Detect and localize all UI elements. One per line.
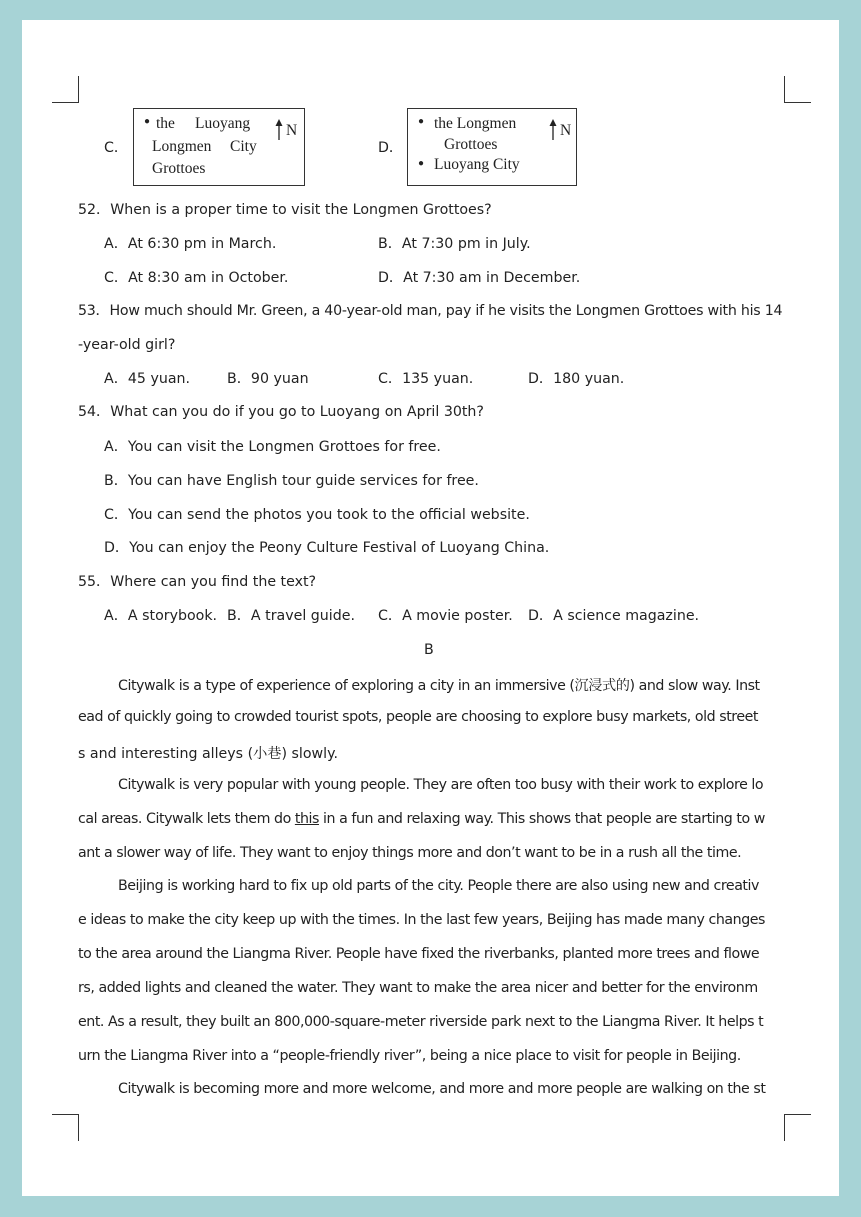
option-d-letter: D． [378,140,404,156]
passage-line: ead of quickly going to crowded tourist spots, people are choosing to explore busy markets, old street [78,709,759,725]
map-option-d [407,108,577,186]
q55-option-d: D．A science magazine. [528,608,700,624]
map-option-c [133,108,305,186]
north-arrow-icon [274,119,284,141]
question-54-stem: 54．What can you do if you go to Luoyang on April 30th? [78,404,484,420]
q54-option-b: B．You can have English tour guide services for free. [104,473,479,489]
map-c-text: the [156,115,175,132]
map-c-text: City [230,138,257,155]
luoyang-dot-icon: ● [418,158,425,169]
passage-line: ent. As a result, they built an 800,000-square-meter riverside park next to the Liangma River. It helps t [78,1014,764,1030]
crop-mark-bottom-left [52,1114,79,1141]
map-c-text: Longmen [152,138,212,155]
q53-option-a: A．45 yuan. [104,371,191,387]
grottoes-dot-icon: ● [418,116,425,127]
section-heading: B [424,642,434,658]
q55-option-b: B．A travel guide. [227,608,355,624]
north-label: N [286,122,298,139]
q53-option-b: B．90 yuan [227,371,309,387]
map-c-text: Grottoes [152,160,206,177]
crop-mark-bottom-right [784,1114,811,1141]
passage-line: Citywalk is very popular with young people. They are often too busy with their work to explore lo [118,777,764,793]
q55-option-a: A．A storybook. [104,608,218,624]
question-55-stem: 55．Where can you find the text? [78,574,317,590]
question-53-stem-cont: -year-old girl? [78,337,176,353]
option-c-letter: C． [104,140,129,156]
map-d-text: Luoyang City [434,156,520,173]
passage-line: Citywalk is becoming more and more welcome, and more and more people are walking on the st [118,1081,766,1097]
north-label: N [560,122,572,139]
passage-line [78,811,765,827]
q54-option-d: D．You can enjoy the Peony Culture Festival of Luoyang China. [104,540,550,556]
passage-line: urn the Liangma River into a “people-friendly river”, being a nice place to visit for people in Beijing. [78,1048,741,1064]
north-arrow-icon [548,119,558,141]
q53-option-d: D．180 yuan. [528,371,625,387]
question-53-stem: 53．How much should Mr. Green, a 40-year-old man, pay if he visits the Longmen Grottoes with his 14 [78,303,783,319]
q53-option-c: C．135 yuan. [378,371,474,387]
passage-line: Beijing is working hard to fix up old parts of the city. People there are also using new and creativ [118,878,759,894]
map-c-text: Luoyang [195,115,251,132]
passage-line: ant a slower way of life. They want to enjoy things more and don’t want to be in a rush all the time. [78,845,742,861]
passage-line: to the area around the Liangma River. People have fixed the riverbanks, planted more trees and flowe [78,946,760,962]
q54-option-c: C．You can send the photos you took to the official website. [104,507,530,523]
map-d-text: Grottoes [444,136,498,153]
passage-line: s and interesting alleys (小巷) slowly. [78,746,338,762]
q54-option-a: A．You can visit the Longmen Grottoes for free. [104,439,441,455]
question-52-stem: 52．When is a proper time to visit the Longmen Grottoes? [78,202,492,218]
crop-mark-top-left [52,76,79,103]
passage-text: in a fun and relaxing way. This shows that people are starting to w [318,811,765,827]
q52-option-b: B．At 7:30 pm in July. [378,236,531,252]
underlined-word-this: this [294,811,319,827]
q52-option-a: A．At 6:30 pm in March. [104,236,277,252]
map-d-text: the Longmen [434,115,517,132]
passage-text: cal areas. Citywalk lets them do [78,811,295,827]
luoyang-dot-icon: ● [144,116,151,127]
q52-option-c: C．At 8:30 am in October. [104,270,289,286]
q52-option-d: D．At 7:30 am in December. [378,270,581,286]
passage-line: rs, added lights and cleaned the water. They want to make the area nicer and better for the environm [78,980,758,996]
passage-line: Citywalk is a type of experience of exploring a city in an immersive (沉浸式的) and slow way. Inst [118,678,760,694]
passage-line: e ideas to make the city keep up with the times. In the last few years, Beijing has made many changes [78,912,765,928]
crop-mark-top-right [784,76,811,103]
q55-option-c: C．A movie poster. [378,608,513,624]
